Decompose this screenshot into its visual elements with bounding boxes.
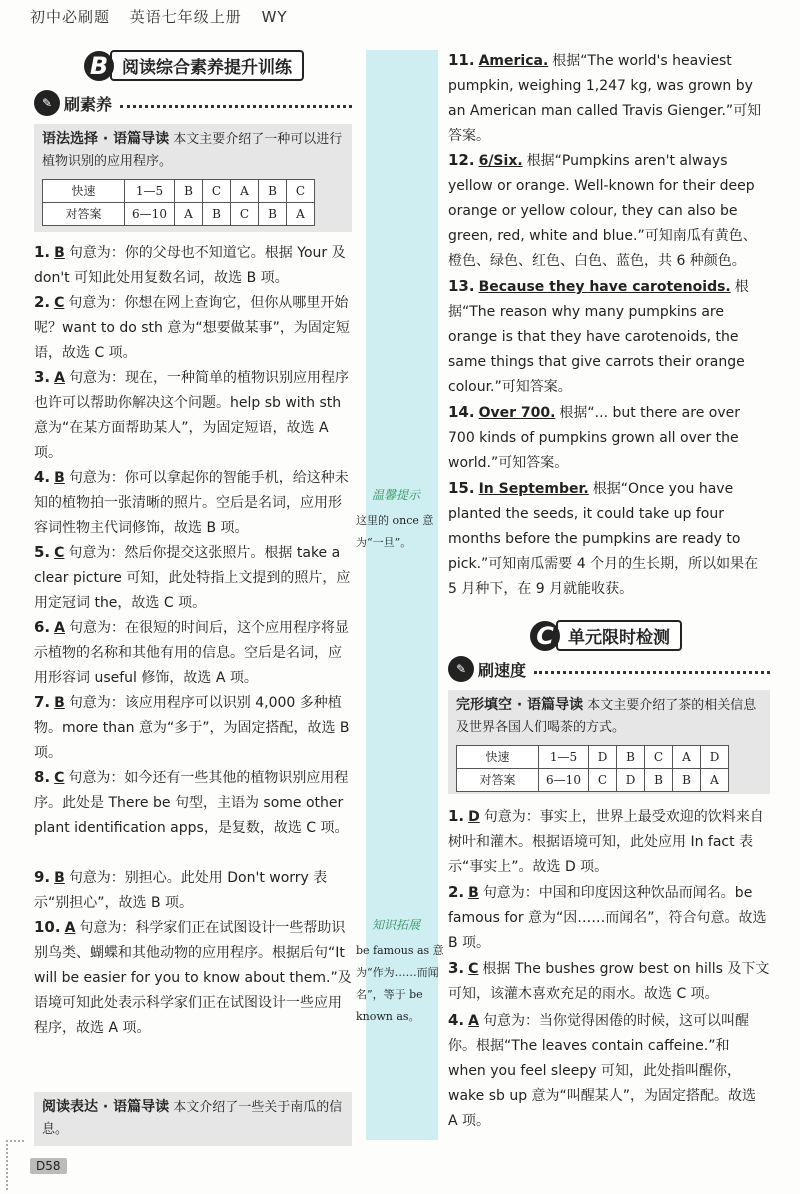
answer-list-right bbox=[448, 48, 770, 602]
item-key: A bbox=[468, 1013, 479, 1029]
tag-suyang-label: 刷素养 bbox=[64, 94, 113, 114]
item-text: 句意为：现在，一种简单的植物识别应用程序也许可以帮助你解决这个问题。help sb with sth 意为“在某方面帮助某人”，为固定短语，故选 A 项。 bbox=[34, 370, 349, 461]
note-tip: 这里的 once 意为“一旦”。 bbox=[356, 514, 434, 549]
list-item bbox=[34, 915, 352, 1040]
item-num: 2. bbox=[448, 883, 465, 901]
item-text: 句意为：你可以拿起你的智能手机，给这种未知的植物拍一张清晰的照片。空后是名词，应用形容词性物主代词修饰，故选 B 项。 bbox=[34, 470, 349, 536]
list-item bbox=[34, 540, 352, 615]
item-text: 句意为：如今还有一些其他的植物识别应用程序。此处是 There be 句型，主语为 some other plant identification apps，是复数，故选 C 项。 bbox=[34, 770, 349, 836]
list-item bbox=[448, 880, 770, 956]
table-cell: A bbox=[175, 203, 203, 226]
guide-box-cloze bbox=[448, 690, 770, 794]
table-cell: B bbox=[259, 180, 287, 203]
item-num: 11. bbox=[448, 51, 475, 69]
table-label: 对答案 bbox=[43, 203, 125, 226]
item-text: 句意为：事实上，世界上最受欢迎的饮料来自树叶和灌木。根据语境可知，此处应用 In fact 表示“事实上”。故选 D 项。 bbox=[448, 809, 764, 875]
guide-desc: 本文主要介绍了一种可以进行植物识别的应用程序。 bbox=[42, 132, 343, 169]
item-text: 句意为：中国和印度因这种饮品而闻名。be famous for 意为“因……而闻名”，符合句意。故选 B 项。 bbox=[448, 885, 767, 951]
note-label-tip: 温馨提示 bbox=[372, 488, 421, 502]
item-key: In September. bbox=[478, 481, 589, 497]
table-cell: D bbox=[701, 746, 729, 769]
item-key: A bbox=[64, 920, 76, 936]
table-cell: C bbox=[203, 180, 231, 203]
item-num: 13. bbox=[448, 277, 475, 295]
header-book: 初中必刷题 bbox=[30, 8, 111, 26]
table-cell: B bbox=[259, 203, 287, 226]
item-key: Over 700. bbox=[478, 405, 556, 421]
table-cell: A bbox=[231, 180, 259, 203]
item-num: 4. bbox=[34, 468, 51, 486]
item-text: 句意为：在很短的时间后，这个应用程序将显示植物的名称和其他有用的信息。空后是名词，应用形容词 useful 修饰，故选 A 项。 bbox=[34, 620, 349, 686]
item-key: 6/Six. bbox=[478, 153, 523, 169]
list-item bbox=[448, 1008, 770, 1134]
list-item bbox=[34, 240, 352, 290]
list-item bbox=[34, 615, 352, 690]
list-item bbox=[34, 365, 352, 465]
table-cell: 6—10 bbox=[125, 203, 175, 226]
table-cell: C bbox=[589, 769, 617, 792]
list-item bbox=[34, 465, 352, 540]
table-cell: B bbox=[673, 769, 701, 792]
guide-desc: 本文介绍了一些关于南瓜的信息。 bbox=[42, 1100, 343, 1137]
item-key: B bbox=[54, 870, 65, 886]
list-item bbox=[34, 690, 352, 765]
list-item bbox=[448, 956, 770, 1008]
table-label: 快速 bbox=[457, 746, 539, 769]
section-c-title bbox=[530, 620, 682, 651]
table-label: 快速 bbox=[43, 180, 125, 203]
answer-list-left bbox=[34, 240, 352, 1040]
section-b-heading: 阅读综合素养提升训练 bbox=[110, 50, 304, 81]
item-num: 12. bbox=[448, 151, 475, 169]
item-text: 句意为：当你觉得困倦的时候，这可以叫醒你。根据“The leaves contain caffeine.”和 when you feel sleepy 可知，此处指叫醒你，wake sb up 意为“叫醒某人”，为固定搭配。故选 A 项。 bbox=[448, 1013, 757, 1129]
item-num: 4. bbox=[448, 1011, 465, 1029]
item-text: 根据“Pumpkins aren't always yellow or orange. Well-known for their deep orange or yellow colour, they can also be green, red, white and blue.”可知南瓜有黄色、橙色、绿色、红色、白色、蓝色，共 6 种颜色。 bbox=[448, 153, 757, 269]
item-num: 15. bbox=[448, 479, 475, 497]
item-key: B bbox=[54, 695, 65, 711]
page-number: D58 bbox=[30, 1158, 67, 1174]
table-cell: 1—5 bbox=[125, 180, 175, 203]
table-cell: B bbox=[617, 746, 645, 769]
pencil-icon: ✎ bbox=[448, 656, 474, 682]
list-item bbox=[448, 804, 770, 880]
section-b-letter: B bbox=[84, 51, 114, 81]
guide-type: 语法选择 · 语篇导读 bbox=[42, 131, 170, 147]
item-num: 2. bbox=[34, 293, 51, 311]
table-cell: D bbox=[589, 746, 617, 769]
item-text: 句意为：科学家们正在试图设计一些帮助识别鸟类、蝴蝶和其他动物的应用程序。根据后句“It will be easier for you to know about them.”及语境可知此处表示科学家们正在试图设计一些应用程序，故选 A 项。 bbox=[34, 920, 352, 1036]
table-cell: A bbox=[701, 769, 729, 792]
note-expand: be famous as 意为“作为……而闻名”，等于 be known as。 bbox=[356, 944, 444, 1023]
guide-box-grammar bbox=[34, 124, 352, 232]
table-label: 对答案 bbox=[457, 769, 539, 792]
guide-box-reading bbox=[34, 1092, 352, 1146]
header-subject: 英语七年级上册 bbox=[129, 8, 242, 26]
section-b-title bbox=[84, 50, 304, 81]
item-text: 根据 The bushes grow best on hills 及下文可知，该灌木喜欢充足的雨水。故选 C 项。 bbox=[448, 961, 770, 1002]
item-key: A bbox=[54, 370, 65, 386]
item-key: B bbox=[54, 245, 65, 261]
item-text: 句意为：然后你提交这张照片。根据 take a clear picture 可知，此处特指上文提到的照片，应用定冠词 the，故选 C 项。 bbox=[34, 545, 351, 611]
list-item bbox=[34, 765, 352, 865]
answer-table bbox=[456, 745, 729, 792]
table-cell: B bbox=[175, 180, 203, 203]
tag-sudu bbox=[448, 656, 770, 682]
tag-sudu-label: 刷速度 bbox=[478, 660, 527, 680]
guide-type: 完形填空 · 语篇导读 bbox=[456, 697, 584, 713]
item-key: C bbox=[54, 295, 65, 311]
item-key: C bbox=[54, 770, 65, 786]
item-num: 14. bbox=[448, 403, 475, 421]
note-label-expand: 知识拓展 bbox=[372, 918, 421, 932]
section-c-letter: C bbox=[530, 621, 560, 651]
list-item bbox=[448, 274, 770, 400]
item-text: 根据“Once you have planted the seeds, it could take up four months before the pumpkins are ready to pick.”可知南瓜需要 4 个月的生长期，所以如果在 5 月种下，在 9 月就能收获。 bbox=[448, 481, 759, 597]
item-text: 根据“The world's heaviest pumpkin, weighing 1,247 kg, was grown by an American man called Travis Gienger.”可知答案。 bbox=[448, 53, 762, 144]
table-cell: B bbox=[645, 769, 673, 792]
table-cell: D bbox=[617, 769, 645, 792]
tag-suyang bbox=[34, 90, 352, 116]
item-key: C bbox=[468, 961, 479, 977]
item-num: 1. bbox=[34, 243, 51, 261]
table-cell: C bbox=[287, 180, 315, 203]
answer-table bbox=[42, 179, 315, 226]
dotted-rule bbox=[534, 664, 770, 674]
item-text: 句意为：你的父母也不知道它。根据 Your 及 don't 可知此处用复数名词，故选 B 项。 bbox=[34, 245, 346, 286]
item-key: C bbox=[54, 545, 65, 561]
table-cell: 6—10 bbox=[539, 769, 589, 792]
corner-mark bbox=[6, 1140, 24, 1190]
item-num: 8. bbox=[34, 768, 51, 786]
table-cell: A bbox=[673, 746, 701, 769]
list-item bbox=[448, 476, 770, 602]
item-text: 根据“The reason why many pumpkins are orange is that they have carotenoids, the same things that give carrots their orange colour.”可知答案。 bbox=[448, 279, 749, 395]
item-text: 句意为：你想在网上查询它，但你从哪里开始呢？want to do sth 意为“想要做某事”，为固定短语，故选 C 项。 bbox=[34, 295, 350, 361]
pencil-icon: ✎ bbox=[34, 90, 60, 116]
item-num: 3. bbox=[448, 959, 465, 977]
list-item bbox=[448, 48, 770, 148]
item-num: 7. bbox=[34, 693, 51, 711]
header-edition: WY bbox=[261, 8, 288, 26]
section-c-heading: 单元限时检测 bbox=[556, 620, 682, 651]
running-header bbox=[30, 6, 302, 27]
guide-type: 阅读表达 · 语篇导读 bbox=[42, 1099, 170, 1115]
list-item bbox=[34, 290, 352, 365]
table-cell: C bbox=[231, 203, 259, 226]
item-key: A bbox=[54, 620, 65, 636]
list-item bbox=[448, 148, 770, 274]
list-item bbox=[448, 400, 770, 476]
dotted-rule bbox=[120, 98, 352, 108]
item-text: 根据“... but there are over 700 kinds of pumpkins grown all over the world.”可知答案。 bbox=[448, 405, 740, 471]
table-cell: B bbox=[203, 203, 231, 226]
item-num: 9. bbox=[34, 868, 51, 886]
answer-list-cloze bbox=[448, 804, 770, 1134]
item-num: 6. bbox=[34, 618, 51, 636]
item-num: 3. bbox=[34, 368, 51, 386]
item-num: 5. bbox=[34, 543, 51, 561]
list-item bbox=[34, 865, 352, 915]
item-key: America. bbox=[478, 53, 549, 69]
item-key: B bbox=[468, 885, 479, 901]
item-num: 10. bbox=[34, 918, 61, 936]
item-num: 1. bbox=[448, 807, 465, 825]
item-key: B bbox=[54, 470, 65, 486]
item-text: 句意为：别担心。此处用 Don't worry 表示“别担心”，故选 B 项。 bbox=[34, 870, 328, 911]
guide-desc: 本文主要介绍了茶的相关信息及世界各国人们喝茶的方式。 bbox=[456, 698, 757, 735]
table-cell: 1—5 bbox=[539, 746, 589, 769]
item-key: D bbox=[468, 809, 480, 825]
item-text: 句意为：该应用程序可以识别 4,000 多种植物。more than 意为“多于”，为固定搭配，故选 B 项。 bbox=[34, 695, 350, 761]
item-key: Because they have carotenoids. bbox=[478, 279, 731, 295]
table-cell: C bbox=[645, 746, 673, 769]
table-cell: A bbox=[287, 203, 315, 226]
